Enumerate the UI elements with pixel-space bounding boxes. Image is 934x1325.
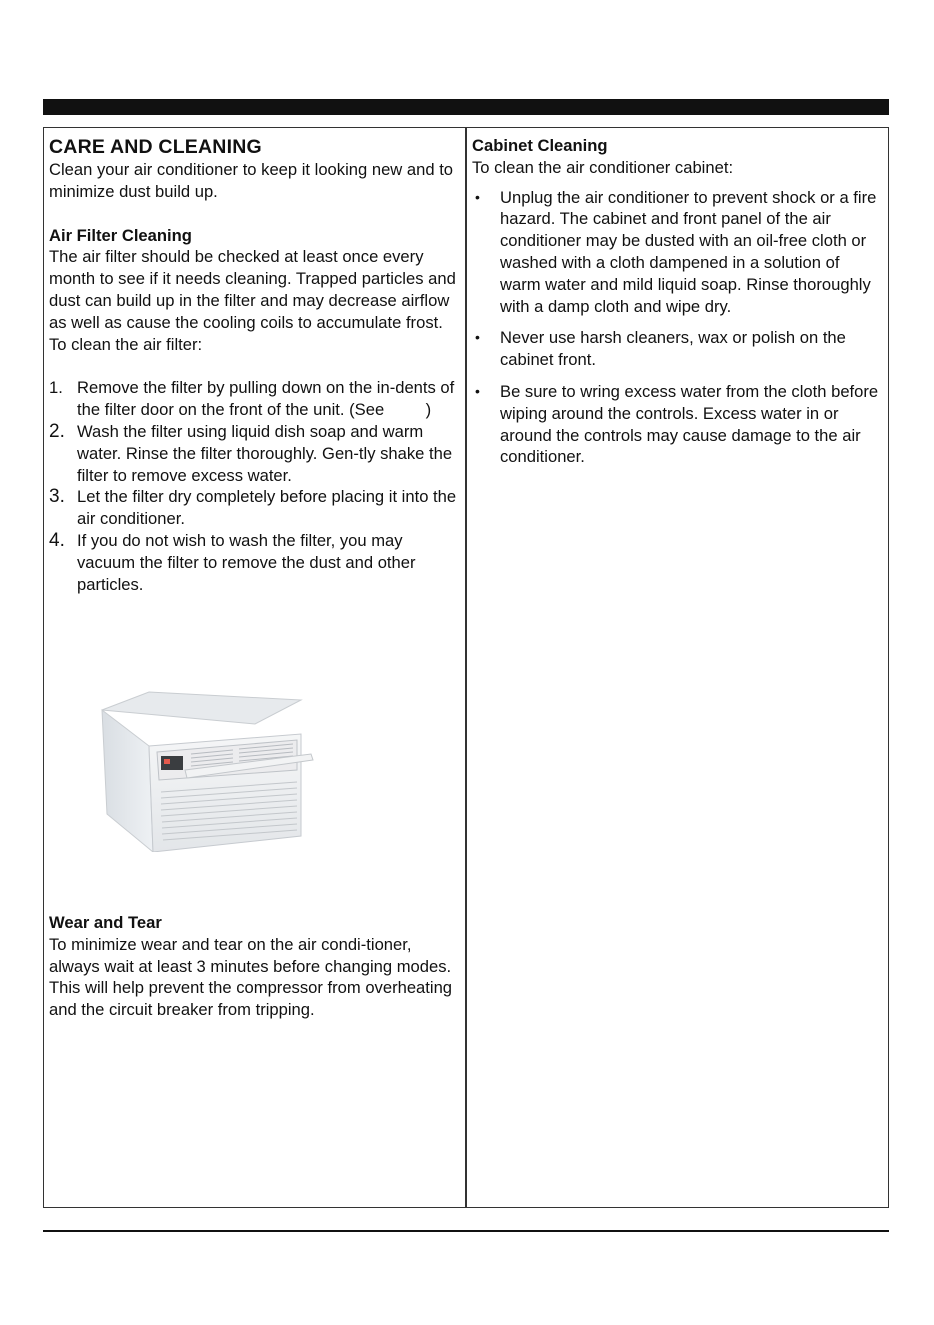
air-filter-steps — [49, 377, 461, 595]
bullet-text: Never use harsh cleaners, wax or polish on the cabinet front. — [500, 328, 846, 370]
left-column — [49, 135, 461, 595]
list-item — [472, 381, 884, 468]
window-air-conditioner-icon — [97, 688, 319, 852]
bullet-icon: • — [475, 329, 480, 346]
bullet-text: Unplug the air conditioner to prevent shock or a fire hazard. The cabinet and front panel of the air conditioner may be dusted with an oil-free cloth or washed with a cloth dampened in a solution of warm water and mild liquid soap. Rinse thoroughly with a damp cloth and wipe dry. — [500, 187, 877, 316]
wear-section — [49, 912, 461, 1021]
bullet-text: Be sure to wring excess water from the cloth before wiping around the controls. Excess water in or around the controls may cause damage to the air conditioner. — [500, 381, 879, 467]
step-number: 1. — [49, 378, 63, 398]
page-title: CARE AND CLEANING — [49, 136, 262, 158]
step-text: Let the filter dry completely before placing it into the air conditioner. — [77, 487, 457, 529]
air-conditioner-image — [97, 688, 319, 852]
wear-text: To minimize wear and tear on the air condi-tioner, always wait at least 3 minutes before changing modes. This will help prevent the compressor from overheating and the circuit breaker from tripping. — [49, 934, 453, 1020]
list-item — [472, 327, 884, 371]
right-column — [472, 135, 884, 468]
list-item — [49, 486, 461, 530]
intro-text: Clean your air conditioner to keep it looking new and to minimize dust build up. — [49, 160, 454, 201]
step-number: 4. — [49, 529, 65, 551]
list-item — [49, 421, 461, 486]
bullet-icon: • — [475, 382, 480, 399]
list-item — [49, 377, 461, 421]
air-filter-text: The air filter should be checked at least once every month to see if it needs cleaning. Trapped particles and dust can build up in the filter and may decrease airflow as well as cause the cooling coils to accumulate frost. To clean the air filter: — [49, 247, 456, 354]
cabinet-intro: To clean the air conditioner cabinet: — [472, 157, 734, 177]
cabinet-heading: Cabinet Cleaning — [472, 136, 608, 155]
footer-rule — [43, 1230, 889, 1232]
list-item — [472, 187, 884, 318]
cabinet-bullets — [472, 187, 884, 469]
bullet-icon: • — [475, 188, 480, 205]
step-text: Wash the filter using liquid dish soap and warm water. Rinse the filter thoroughly. Gen-tly shake the filter to remove excess water. — [77, 421, 453, 485]
header-bar — [43, 99, 889, 115]
step-number: 2. — [49, 420, 65, 442]
wear-heading: Wear and Tear — [49, 913, 162, 932]
air-filter-heading: Air Filter Cleaning — [49, 225, 192, 245]
column-divider — [465, 127, 467, 1208]
step-text: Remove the filter by pulling down on the in-dents of the filter door on the front of the unit. (See ) — [77, 378, 459, 420]
step-number: 3. — [49, 486, 65, 508]
step-text: If you do not wish to wash the filter, you may vacuum the filter to remove the dust and other particles. — [77, 530, 416, 594]
list-item — [49, 530, 461, 595]
